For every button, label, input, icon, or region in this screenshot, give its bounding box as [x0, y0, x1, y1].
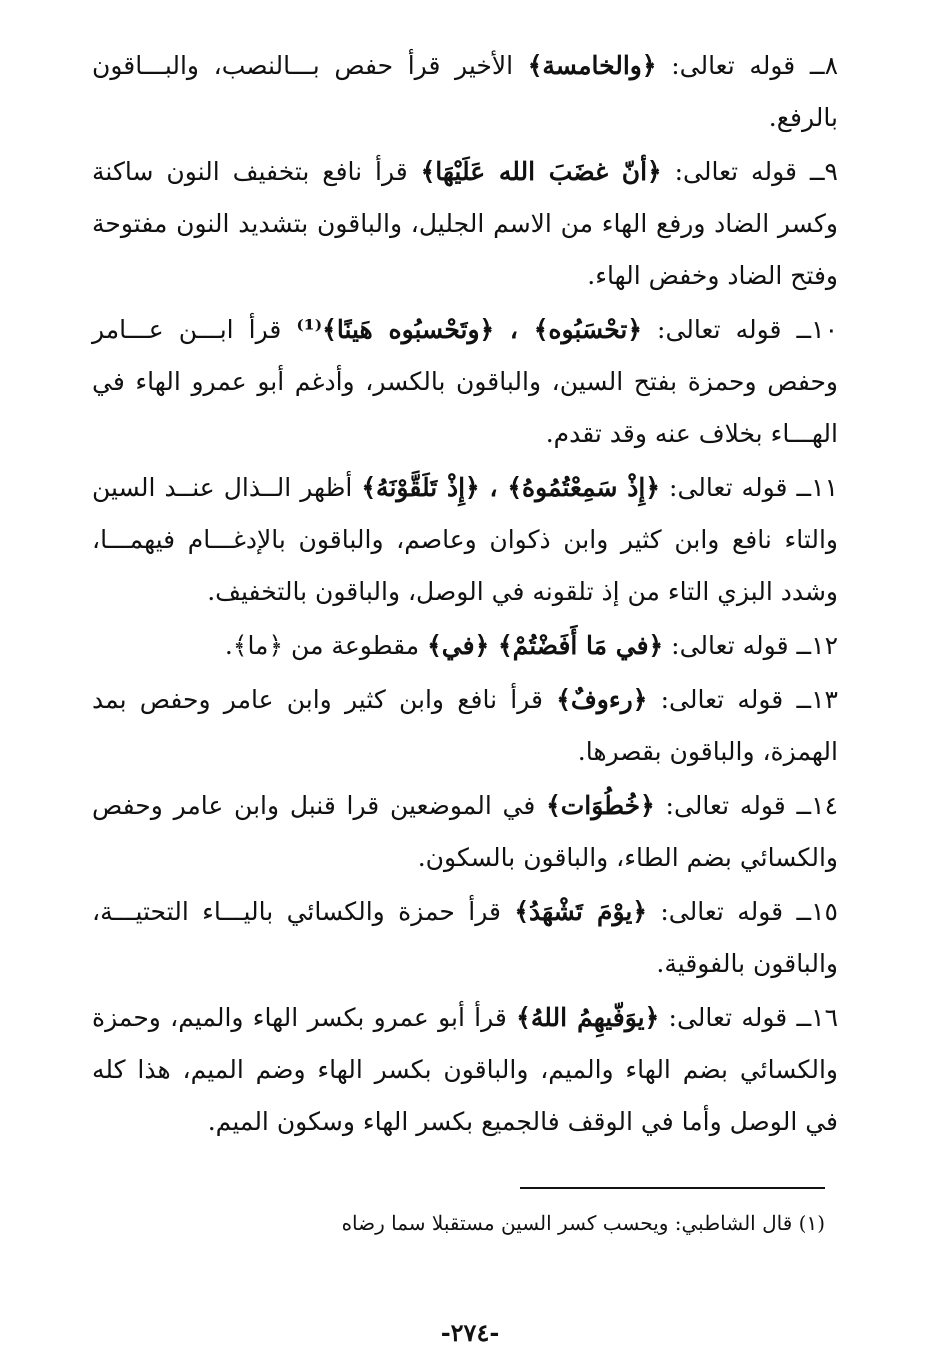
paragraph-8	[92, 40, 838, 144]
quran-quote: ﴿في مَا أَفَضْتُمْ﴾ ﴿في﴾	[427, 631, 664, 660]
paragraph-text: قرأ نافع بتخفيف النون ساكنة وكسر الضاد ورفع الهاء من الاسم الجليل، والباقون بتشديد النون مفتوحة وفتح الضاد وخفض الهاء.	[92, 157, 838, 290]
paragraph-15	[92, 886, 838, 990]
paragraph-text: قرأ أبو عمرو بكسر الهاء والميم، وحمزة والكسائي بضم الهاء والميم، والباقون بكسر الهاء وضم الميم، هذا كله في الوصل وأما في الوقف فالجميع بكسر الهاء وسكون الميم.	[92, 1003, 838, 1136]
quran-quote: ﴿تحْسَبُوه﴾ ، ﴿وتَحْسبُوه هَينًا﴾⁽¹⁾	[296, 315, 643, 344]
quran-quote: ﴿والخامسة﴾	[527, 51, 657, 80]
paragraph-text: قرأ نافع وابن كثير وابن عامر وحفص بمد الهمزة، والباقون بقصرها.	[92, 685, 838, 766]
paragraph-14	[92, 780, 838, 884]
page-body	[92, 40, 838, 1150]
item-number: ١١ــ	[796, 473, 838, 502]
paragraph-text: أظهر الــذال عنــد السين والتاء نافع وابن كثير وابن ذكوان وعاصم، والباقون بالإدغـــام فيهمـــا، وشدد البزي التاء من إذ تلقونه في الوصل، والباقون بالتخفيف.	[92, 473, 838, 606]
paragraph-12	[92, 620, 838, 672]
intro-text: قوله تعالى:	[657, 315, 782, 344]
paragraph-10	[92, 304, 838, 460]
item-number: ١٢ــ	[796, 631, 838, 660]
item-number: ١٤ــ	[796, 791, 838, 820]
paragraph-16	[92, 992, 838, 1148]
quran-quote: ﴿يوَفّيهِمُ اللهُ﴾	[516, 1003, 660, 1032]
item-number: ٨ــ	[809, 51, 839, 80]
item-number: ٩ــ	[809, 157, 838, 186]
intro-text: قوله تعالى:	[660, 685, 784, 714]
quran-quote: ﴿أنّ غضَبَ الله عَلَيْهَا﴾	[420, 157, 662, 186]
item-number: ١٣ــ	[796, 685, 838, 714]
item-number: ١٥ــ	[796, 897, 838, 926]
page-number: -٢٧٤-	[440, 1318, 500, 1347]
intro-text: قوله تعالى:	[671, 51, 796, 80]
intro-text: قوله تعالى:	[674, 157, 797, 186]
quran-quote: ﴿خُطُوَات﴾	[546, 791, 655, 820]
quran-quote: ﴿إِذْ سَمِعْتُمُوهُ﴾ ، ﴿إِذْ تَلَقَّوْنَهُ﴾	[361, 473, 660, 502]
intro-text: قوله تعالى:	[668, 1003, 788, 1032]
intro-text: قوله تعالى:	[665, 791, 786, 820]
intro-text: قوله تعالى:	[660, 897, 784, 926]
intro-text: قوله تعالى:	[669, 473, 788, 502]
paragraph-text: قرأ حمزة والكسائي باليـــاء التحتيـــة، والباقون بالفوقية.	[92, 897, 838, 978]
item-number: ١٦ــ	[796, 1003, 839, 1032]
paragraph-text: مقطوعة من ﴿ما﴾.	[224, 631, 420, 660]
paragraph-text: في الموضعين قرا قنبل وابن عامر وحفص والكسائي بضم الطاء، والباقون بالسكون.	[92, 791, 838, 872]
paragraph-9	[92, 146, 838, 302]
item-number: ١٠ــ	[796, 315, 838, 344]
quran-quote: ﴿يوْمَ تَشْهَدُ﴾	[514, 897, 647, 926]
footnote-divider	[520, 1187, 825, 1189]
footnote: (١) قال الشاطبي: ويحسب كسر السين مستقبلا سما رضاه	[341, 1211, 825, 1235]
quran-quote: ﴿رءوفٌ﴾	[556, 685, 648, 714]
paragraph-11	[92, 462, 838, 618]
paragraph-13	[92, 674, 838, 778]
paragraph-text: الأخير قرأ حفص بـــالنصب، والبـــاقون بالرفع.	[92, 51, 838, 132]
paragraph-text: قرأ ابـــن عـــامر وحفص وحمزة بفتح السين، والباقون بالكسر، وأدغم أبو عمرو الهاء في الهـــاء بخلاف عنه وقد تقدم.	[92, 315, 838, 448]
intro-text: قوله تعالى:	[671, 631, 789, 660]
